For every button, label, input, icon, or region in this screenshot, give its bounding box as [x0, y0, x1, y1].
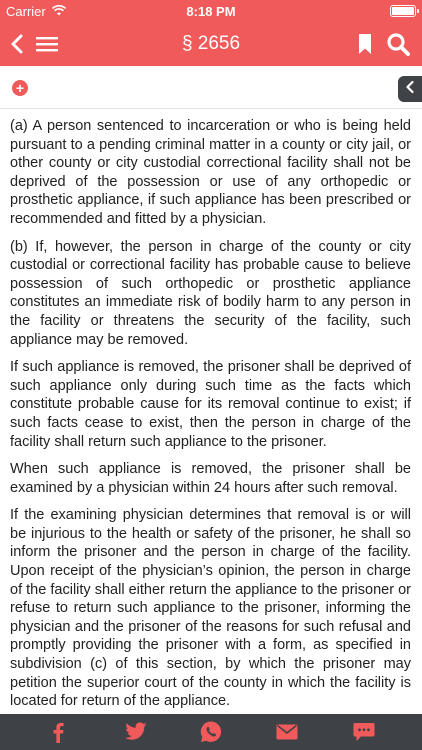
- paragraph: If such appliance is removed, the prisoner shall be deprived of such appliance only during such time as the facts which constitute probable cause for its removal continue to exist; if such facts cease to exist, then the person in charge of the facility shall return such appliance to the prisoner.: [10, 359, 411, 450]
- status-bar: [0, 0, 422, 22]
- statute-text: [10, 117, 411, 720]
- share-bar: [0, 714, 422, 750]
- drawer-toggle-button[interactable]: [398, 76, 422, 102]
- facebook-icon[interactable]: [36, 714, 80, 750]
- nav-right: [358, 32, 422, 56]
- whatsapp-icon[interactable]: [189, 714, 233, 750]
- nav-bar: [0, 22, 422, 66]
- add-icon[interactable]: +: [12, 80, 28, 96]
- bookmark-icon[interactable]: [358, 33, 372, 55]
- page-title: § 2656: [181, 33, 241, 54]
- status-time: 8:18 PM: [186, 3, 236, 19]
- paragraph: (b) If, however, the person in charge of the county or city custodial or correctional facility has probable cause to believe possession of such orthopedic or prosthetic appliance constitutes an immediate risk of bodily harm to any person in the facility or threatens the security of the facility, such appliance may be removed.: [10, 238, 411, 348]
- search-icon[interactable]: [386, 32, 410, 56]
- carrier-label: Carrier: [6, 3, 46, 19]
- battery-icon: [390, 5, 416, 17]
- tool-row: [0, 66, 422, 108]
- menu-icon[interactable]: [36, 36, 58, 52]
- paragraph: (a) A person sentenced to incarceration or who is being held pursuant to a pending criminal matter in a county or city jail, or other county or city custodial correctional facility shall not be deprived of the possession or use of any orthopedic or prosthetic appliance, if such appliance has been prescribed or recommended and fitted by a physician.: [10, 118, 411, 227]
- chevron-left-icon[interactable]: [10, 33, 24, 55]
- mail-icon[interactable]: [265, 714, 309, 750]
- twitter-icon[interactable]: [113, 714, 157, 750]
- divider: [0, 108, 422, 109]
- message-icon[interactable]: [342, 714, 386, 750]
- nav-left: [0, 33, 58, 55]
- status-left: [6, 4, 66, 19]
- wifi-icon: [52, 4, 66, 19]
- chevron-left-icon: [405, 80, 415, 99]
- paragraph: When such appliance is removed, the prisoner shall be examined by a physician within 24 hours after such removal.: [10, 461, 411, 496]
- paragraph: If the examining physician determines that removal is or will be injurious to the health or safety of the prisoner, he shall so inform the prisoner and the person in charge of the facility. Upon receipt of the physician’s opinion, the person in charge of the facility shall either return the appliance to the prisoner or refuse to return such appliance to the prisoner, informing the physician and the prisoner of the reasons for such refusal and promptly providing the prisoner with a form, as specified in subdivision (c) of this section, by which the prisoner may petition the superior court of the county in which the facility is located for return of the appliance.: [10, 507, 411, 710]
